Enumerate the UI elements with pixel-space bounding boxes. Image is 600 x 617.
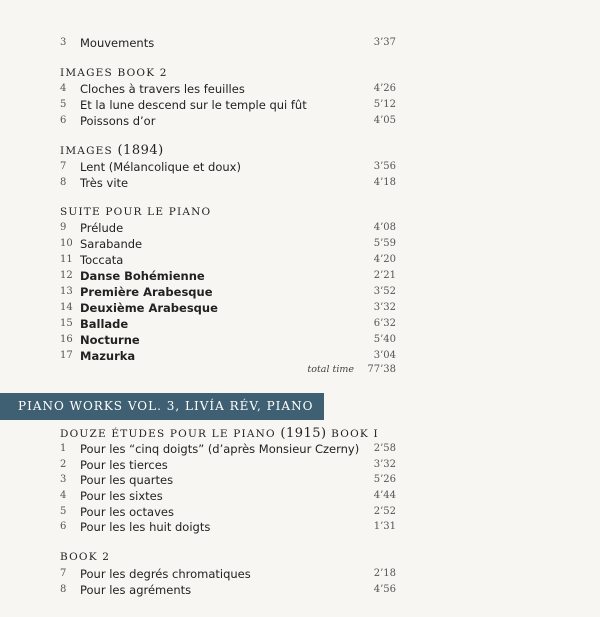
track-number: 16 [60, 334, 73, 345]
track-number: 8 [60, 584, 67, 595]
track-number: 7 [60, 568, 67, 579]
total-time-label: total time [307, 364, 354, 375]
track-title: Lent (Mélancolique et doux) [80, 160, 241, 174]
track-title: Pour les octaves [80, 505, 174, 519]
track-duration: 4’05 [373, 115, 396, 126]
track-duration: 4’44 [373, 490, 396, 501]
volume-banner-title: PIANO WORKS VOL. 3, LIVÍA RÉV, PIANO [18, 399, 314, 413]
track-title: Prélude [80, 221, 124, 235]
track-number: 1 [60, 443, 67, 454]
track-duration: 4’26 [373, 83, 396, 94]
track-title: Nocturne [80, 333, 140, 347]
heading-year: (1915) [280, 426, 327, 441]
track-number: 17 [60, 350, 73, 361]
track-duration: 5’40 [373, 334, 396, 345]
total-time-value: 77’38 [367, 364, 396, 375]
heading-suffix: BOOK I [331, 428, 379, 440]
track-duration: 3’37 [373, 37, 396, 48]
heading-text: DOUZE ÉTUDES POUR LE PIANO [60, 428, 276, 440]
track-title: Ballade [80, 317, 129, 331]
track-duration: 3’04 [373, 350, 396, 361]
track-number: 13 [60, 286, 73, 297]
track-duration: 5’26 [373, 474, 396, 485]
track-number: 6 [60, 521, 67, 532]
section-heading-book-2: BOOK 2 [60, 551, 111, 563]
track-duration: 1’31 [373, 521, 396, 532]
track-title: Très vite [80, 176, 129, 190]
track-number: 3 [60, 474, 67, 485]
track-number: 6 [60, 115, 67, 126]
track-duration: 5’59 [373, 238, 396, 249]
track-number: 5 [60, 506, 67, 517]
track-title: Pour les les huit doigts [80, 520, 211, 534]
track-duration: 3’32 [373, 459, 396, 470]
track-title: Pour les tierces [80, 458, 168, 472]
track-title: Pour les sixtes [80, 489, 163, 503]
track-title: Deuxième Arabesque [80, 301, 218, 315]
section-heading-images-1894 [60, 143, 164, 158]
section-heading-images-book-2: IMAGES BOOK 2 [60, 67, 168, 79]
track-title: Sarabande [80, 237, 143, 251]
track-title: Poissons d’or [80, 114, 156, 128]
track-title: Pour les agréments [80, 583, 192, 597]
track-title: Toccata [80, 253, 124, 267]
track-number: 2 [60, 459, 67, 470]
track-duration: 3’52 [373, 286, 396, 297]
track-duration: 4’18 [373, 177, 396, 188]
track-duration: 2’21 [373, 270, 396, 281]
track-duration: 6’32 [373, 318, 396, 329]
track-title: Cloches à travers les feuilles [80, 82, 245, 96]
heading-year: (1894) [117, 143, 164, 158]
track-duration: 4’56 [373, 584, 396, 595]
track-number: 3 [60, 37, 67, 48]
track-duration: 2’58 [373, 443, 396, 454]
track-title: Pour les degrés chromatiques [80, 567, 251, 581]
track-duration: 3’56 [373, 161, 396, 172]
track-number: 4 [60, 490, 67, 501]
track-title: Mazurka [80, 349, 136, 363]
track-number: 11 [60, 254, 73, 265]
track-duration: 4’08 [373, 222, 396, 233]
track-duration: 2’52 [373, 506, 396, 517]
track-title: Danse Bohémienne [80, 269, 205, 283]
volume-banner [0, 393, 324, 420]
track-number: 7 [60, 161, 67, 172]
track-number: 8 [60, 177, 67, 188]
section-heading-douze-etudes-book-1 [60, 426, 379, 441]
track-duration: 2’18 [373, 568, 396, 579]
track-title: Pour les quartes [80, 473, 174, 487]
track-duration: 3’32 [373, 302, 396, 313]
section-heading-suite-pour-le-piano: SUITE POUR LE PIANO [60, 206, 212, 218]
track-title: Pour les “cinq doigts” (d’après Monsieur Czerny) [80, 442, 360, 456]
track-number: 14 [60, 302, 73, 313]
track-title: Et la lune descend sur le temple qui fût [80, 98, 307, 112]
track-title: Mouvements [80, 36, 155, 50]
track-duration: 4’20 [373, 254, 396, 265]
track-number: 10 [60, 238, 73, 249]
track-title: Première Arabesque [80, 285, 213, 299]
track-number: 15 [60, 318, 73, 329]
track-number: 12 [60, 270, 73, 281]
track-number: 4 [60, 83, 67, 94]
track-number: 5 [60, 99, 67, 110]
track-number: 9 [60, 222, 67, 233]
track-duration: 5’12 [373, 99, 396, 110]
heading-text: IMAGES [60, 145, 113, 157]
